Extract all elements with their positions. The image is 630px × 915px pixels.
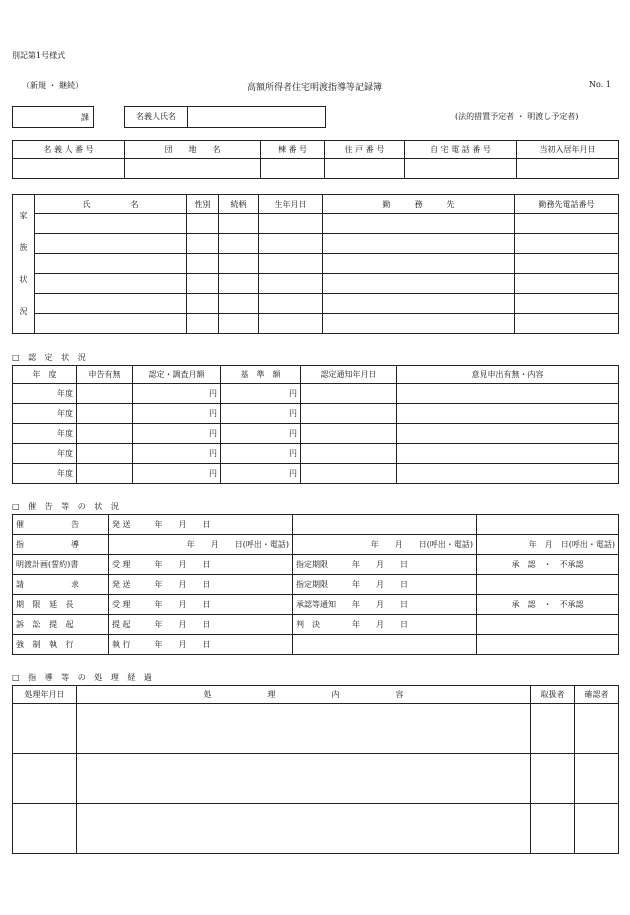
nintei-title: □ 認 定 状 況 [12,353,89,362]
kankoku-cell: 年 月 日(呼出・電話) [293,535,477,555]
shido-table [12,685,619,854]
section-box [12,106,94,128]
kankoku-label: 指 導 [13,535,109,555]
kankoku-cell: 執 行 年 月 日 [109,635,293,655]
family-header: 勤 務 先 [323,195,515,214]
kankoku-cell: 受 理 年 月 日 [109,595,293,615]
kankoku-label: 明渡計画(誓約)書 [13,555,109,575]
family-side-label [13,195,35,334]
kankoku-cell: 発 送 年 月 日 [109,515,293,535]
nintei-header: 申告有無 [77,366,133,384]
kankoku-cell: 判 決 年 月 日 [293,615,477,635]
kankoku-title: □ 催 告 等 の 状 況 [12,502,122,511]
basic-table [12,140,619,179]
yen-cell: 円 [221,464,301,484]
basic-header: 団 地 名 [125,141,261,159]
year-cell: 年度 [13,464,77,484]
shido-header: 確認者 [575,686,619,704]
kankoku-label: 期 限 延 長 [13,595,109,615]
basic-header: 住 戸 番 号 [325,141,405,159]
kankoku-cell: 受 理 年 月 日 [109,555,293,575]
family-table [12,194,619,334]
year-cell: 年度 [13,444,77,464]
side-char: 家 [19,211,28,220]
nintei-header: 認定・調査月額 [133,366,221,384]
kankoku-cell: 指定期限 年 月 日 [293,575,477,595]
form-type: （新規 ・ 継続） [22,81,84,90]
shido-header: 処理年月日 [13,686,77,704]
form-title: 高額所得者住宅明渡指導等記録簿 [247,83,383,93]
yen-cell: 円 [133,464,221,484]
yen-cell: 円 [133,444,221,464]
kankoku-table [12,514,619,655]
kankoku-cell: 発 送 年 月 日 [109,575,293,595]
nintei-header: 年 度 [13,366,77,384]
kankoku-cell: 提 起 年 月 日 [109,615,293,635]
kankoku-label: 強 制 執 行 [13,635,109,655]
kankoku-label: 請 求 [13,575,109,595]
yen-cell: 円 [133,404,221,424]
yen-cell: 円 [133,424,221,444]
shido-title: □ 指 導 等 の 処 理 経 過 [12,673,155,682]
nintei-header: 基 準 額 [221,366,301,384]
kankoku-cell: 承 認 ・ 不承認 [477,555,619,575]
yen-cell: 円 [221,444,301,464]
kankoku-cell: 承 認 ・ 不承認 [477,595,619,615]
basic-header: 名 義 人 番 号 [13,141,125,159]
yen-cell: 円 [221,424,301,444]
name-label: 名義人氏名 [125,107,188,127]
family-header: 生年月日 [259,195,323,214]
family-header: 氏 名 [35,195,187,214]
kankoku-cell: 承認等通知 年 月 日 [293,595,477,615]
basic-header: 当初入居年月日 [517,141,619,159]
basic-header: 自 宅 電 話 番 号 [405,141,517,159]
kankoku-cell: 指定期限 年 月 日 [293,555,477,575]
kankoku-label: 訴 訟 提 起 [13,615,109,635]
family-header: 続柄 [219,195,259,214]
year-cell: 年度 [13,384,77,404]
nintei-header: 認定通知年月日 [301,366,397,384]
ka-label: 課 [81,113,89,122]
nintei-header: 意見申出有無・内容 [397,366,619,384]
yen-cell: 円 [133,384,221,404]
side-char: 状 [19,275,28,284]
basic-header: 棟 番 号 [261,141,325,159]
kankoku-cell: 年 月 日(呼出・電話) [477,535,619,555]
status-label: (法的措置予定者 ・ 明渡し予定者) [455,112,579,121]
yen-cell: 円 [221,404,301,424]
yen-cell: 円 [221,384,301,404]
shido-header: 取扱者 [531,686,575,704]
kankoku-cell: 年 月 日(呼出・電話) [109,535,293,555]
nintei-table [12,365,619,484]
family-header: 勤務先電話番号 [515,195,619,214]
shido-header: 処 理 内 容 [77,686,531,704]
family-header: 性別 [187,195,219,214]
page-number: No. 1 [589,80,611,89]
side-char: 況 [19,307,28,316]
name-box [124,106,326,128]
kankoku-label: 催 告 [13,515,109,535]
form-number: 別記第1号様式 [12,51,66,60]
year-cell: 年度 [13,424,77,444]
year-cell: 年度 [13,404,77,424]
side-char: 族 [19,243,28,252]
